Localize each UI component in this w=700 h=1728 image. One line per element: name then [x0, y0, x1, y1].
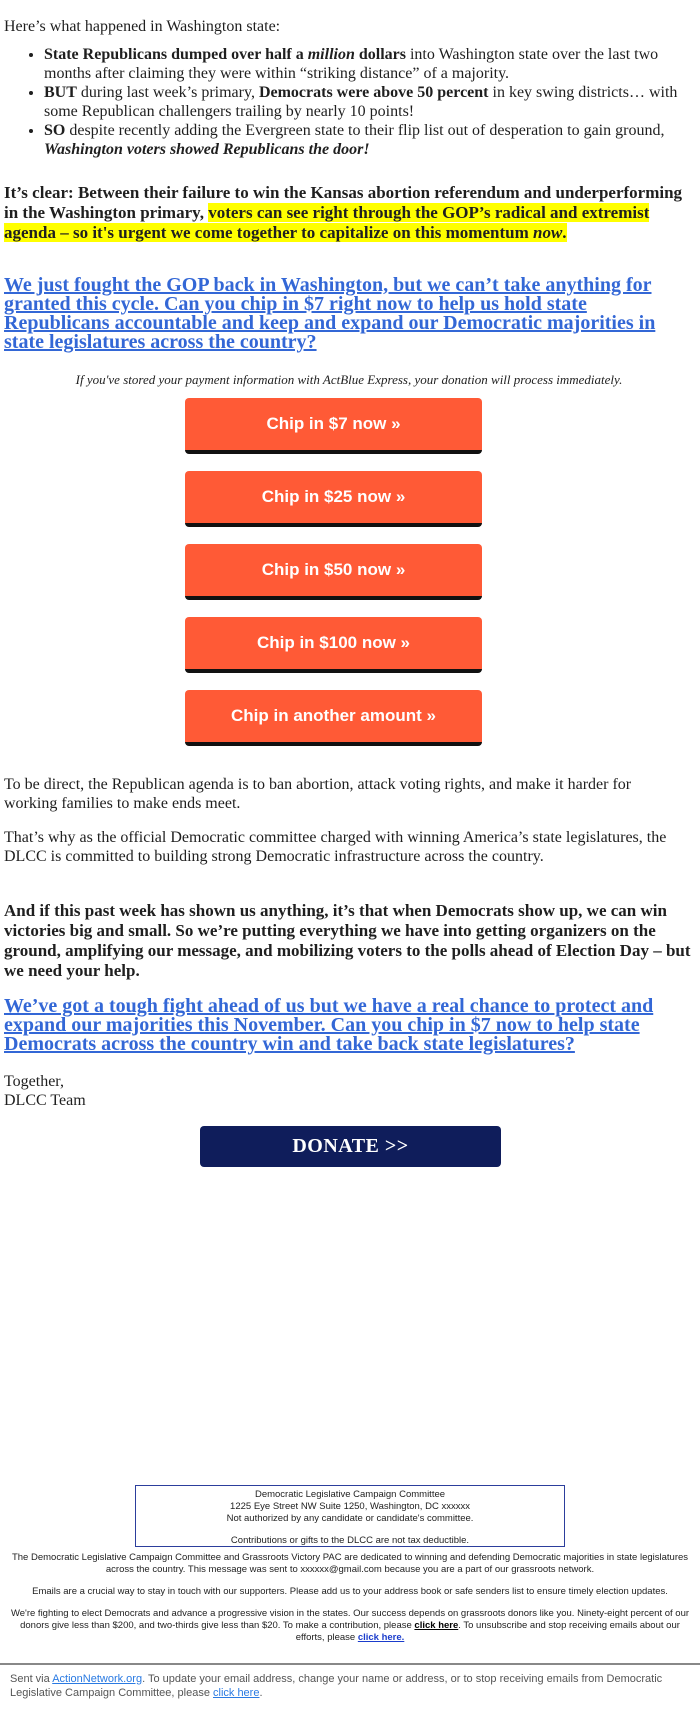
- bullet-bold: BUT: [44, 84, 77, 101]
- bullet-text: despite recently adding the Evergreen state to their flip list out of desperation to gain ground,: [65, 122, 665, 139]
- protect-majorities-link[interactable]: We’ve got a tough fight ahead of us but we have a real chance to protect and expand our majorities this November. Can you chip in $7 now to help state Democrats across the country win and take back state legislatures?: [4, 995, 654, 1055]
- address-box: [135, 1485, 565, 1547]
- unsubscribe-link[interactable]: click here.: [357, 1632, 405, 1643]
- paragraph-agenda: To be direct, the Republican agenda is to ban abortion, attack voting rights, and make it harder for working families to make ends meet.: [4, 776, 632, 812]
- chip-7-button[interactable]: Chip in $7 now »: [185, 398, 482, 454]
- sent-end: .: [259, 1687, 263, 1699]
- paragraph-victories: And if this past week has shown us anything, it’s that when Democrats show up, we can win victories big and small. So we’re putting everything we have into getting organizers on the ground, amplifying our message, and mobilizing voters to the polls ahead of Election Day – but we need your help.: [4, 901, 691, 980]
- tax-note: Contributions or gifts to the DLCC are not tax deductible.: [230, 1535, 470, 1546]
- fighting-body: We're fighting to elect Democrats and advance a progressive vision in the states. Our success depends on grassroots donors like you. Ninety-eight percent of our donors give less than $200, and two-thirds give less than $20. To make a contribution, please: [10, 1608, 690, 1631]
- intro-text: Here’s what happened in Washington state:: [4, 18, 281, 35]
- bullet-item: [44, 45, 684, 83]
- sent-prefix: Sent via: [10, 1673, 53, 1685]
- bullet-emphasis: Washington voters showed Republicans the door!: [44, 141, 370, 158]
- actionnetwork-link[interactable]: ActionNetwork.org: [52, 1673, 143, 1685]
- mission-text: The Democratic Legislative Campaign Committee and Grassroots Victory PAC are dedicated to winning and defending Democratic majorities in state legislatures across the country. This message was sent to xxxxxx@gmail.com because you are a part of our grassroots network.: [11, 1552, 689, 1575]
- fighting-text: [8, 1608, 692, 1644]
- unsubscribe-text: . To unsubscribe and stop receiving emails about our efforts, please: [295, 1620, 680, 1643]
- chip-in-link[interactable]: We just fought the GOP back in Washington, but we can’t take anything for granted this cycle. Can you chip in $7 right now to help us hold state Republicans accountable and keep and expand our Democratic majorities in state legislatures across the country?: [4, 274, 656, 353]
- chip-50-button[interactable]: Chip in $50 now »: [185, 544, 482, 600]
- highlight-end: .: [562, 223, 567, 242]
- bullet-bold: SO: [44, 122, 66, 139]
- spacer: [136, 1525, 564, 1535]
- clear-statement: [4, 183, 684, 243]
- highlight-text: voters can see right through the GOP’s radical and extremist agenda – so it's urgent we come together to capitalize on this momentum: [4, 203, 650, 242]
- signoff-team: DLCC Team: [4, 1092, 86, 1109]
- contribute-link[interactable]: click here: [414, 1620, 459, 1631]
- signoff: [4, 1072, 86, 1110]
- update-preferences-link[interactable]: click here: [213, 1687, 260, 1699]
- chip-100-button[interactable]: Chip in $100 now »: [185, 617, 482, 673]
- chip-other-amount-button[interactable]: Chip in another amount »: [185, 690, 482, 746]
- donate-button[interactable]: DONATE >>: [200, 1126, 501, 1167]
- bullet-list: [4, 45, 684, 159]
- authorization-note: Not authorized by any candidate or candidate's committee.: [226, 1513, 474, 1524]
- clear-plain: It’s clear: Between their failure to win the Kansas abortion referendum and underperforming in the Washington primary,: [4, 183, 683, 222]
- footer-divider: [0, 1663, 700, 1665]
- paragraph-dlcc: That’s why as the official Democratic committee charged with winning America’s state legislatures, the DLCC is committed to building strong Democratic infrastructure across the country.: [4, 829, 667, 865]
- sent-middle: . To update your email address, change your name or address, or to stop receiving emails from Democratic Legislative Campaign Committee, please: [10, 1673, 663, 1699]
- bullet-text: into Washington state over the last two months after claiming they were within “striking distance” of a majority.: [44, 46, 659, 82]
- actblue-express-note: If you've stored your payment information with ActBlue Express, your donation will process immediately.: [75, 372, 623, 387]
- emails-text: Emails are a crucial way to stay in touch with our supporters. Please add us to your address book or safe senders list to ensure timely election updates.: [32, 1586, 668, 1597]
- signoff-greeting: Together,: [4, 1073, 64, 1090]
- sent-via-text: [10, 1672, 690, 1700]
- bullet-text: in key swing districts… with some Republican challengers trailing by nearly 10 points!: [44, 84, 678, 120]
- highlight-emphasis: now: [532, 223, 563, 242]
- bullet-item: [44, 121, 684, 159]
- chip-25-button[interactable]: Chip in $25 now »: [185, 471, 482, 527]
- bullet-bold: Democrats were above 50 percent: [258, 84, 489, 101]
- bullet-bold: State Republicans dumped over half a: [44, 46, 308, 63]
- bullet-item: [44, 83, 684, 121]
- org-address: 1225 Eye Street NW Suite 1250, Washington, DC xxxxxx: [230, 1501, 470, 1512]
- bullet-text: during last week’s primary,: [76, 84, 259, 101]
- org-name: Democratic Legislative Campaign Committee: [254, 1489, 446, 1500]
- bullet-emphasis: million: [307, 46, 355, 63]
- bullet-bold: dollars: [354, 46, 406, 63]
